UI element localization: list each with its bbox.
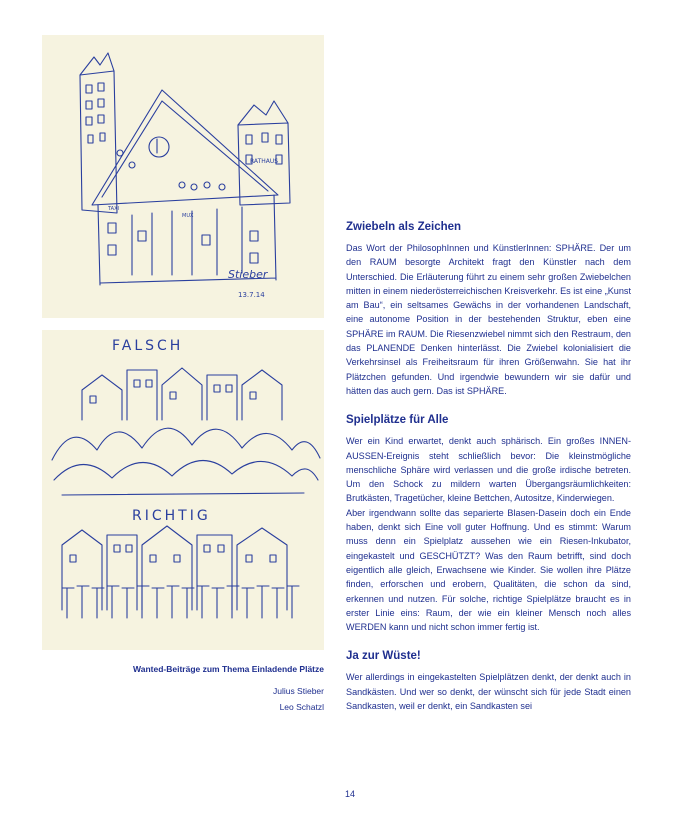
sketch-signature: Stieber	[228, 268, 268, 281]
figure-caption-title: Wanted-Beiträge zum Thema Einladende Plätze	[133, 664, 324, 674]
sketch-date: 13.7.14	[238, 291, 265, 299]
town-hall-sketch-svg	[42, 35, 324, 318]
sketch-label-falsch: FALSCH	[112, 338, 184, 354]
figure-caption-author-2: Leo Schatzl	[279, 702, 324, 712]
sketch-falsch-richtig-drawing	[42, 330, 324, 650]
section-paragraph: Wer allerdings in eingekastelten Spielplätzen denkt, der denkt auch in Sandkästen. Und wer so denkt, der wünscht sich für jede Stadt einen Sandkasten, weil er denkt, ein Sandkasten sei	[346, 672, 631, 712]
sketch-label-richtig: RICHTIG	[132, 508, 211, 524]
falsch-richtig-sketch-svg	[42, 330, 324, 650]
section-heading-spielplaetze: Spielplätze für Alle	[346, 414, 449, 427]
sketch-label-mux: MUX	[182, 213, 194, 219]
section-paragraph: Das Wort der PhilosophInnen und KünstlerInnen: SPHÄRE. Der um den RAUM besorgte Architekt fragt den Künstler nach dem Unterschied. Die Erläuterung führt zu einem sehr großen Zwiebelchen mitten in einem niederösterreichischen Kreisverkehr. Es ist eine „Kunst am Bau“, ein seltsames Gewächs in der vorhandenen Landschaft, eine autonome Position in der bestehenden Struktur, eben eine SPHÄRE im RAUM. Die Riesenzwiebel nimmt sich den Restraum, den das PLANENDE Denken hinterlässt. Die Zwiebel kolonialisiert die Verkehrsinsel als Freiheitsraum für ihren Größenwahn. Sie hat ihr Plätzchen gefunden. Und irgendwie bewundern wir sie dafür und hätten das auch gern. Das ist SPHÄRE.	[346, 243, 631, 396]
article-text-column	[346, 220, 631, 713]
page-number: 14	[344, 789, 355, 799]
figure-caption-author-1: Julius Stieber	[272, 686, 324, 696]
section-paragraph: Aber irgendwann sollte das separierte Blasen-Dasein doch ein Ende haben, denkt sich Eine voll guter Hoffnung. Und es stimmt: Warum muss denn ein Spielplatz aussehen wie ein Riesen-Inkubator, eingekastelt und GESCHÜTZT? Was den Raum betrifft, sind doch eigentlich alle gleich, Erwachsene wie Kinder. Sie wollen ihre Plätze finden, erforschen und erobern, Qualitäten, die schon da sind, erkennen und nutzen. Für solche, richtige Spielplätze braucht es in erster Linie eins: Raum, der wie ein kleiner Mensch noch alles WERDEN kann und nicht schon immer fertig ist.	[346, 507, 631, 633]
section-heading-zwiebeln: Zwiebeln als Zeichen	[346, 221, 462, 233]
sketch-town-hall-drawing	[42, 35, 324, 318]
sketch-label-taxi: TAXI	[108, 206, 119, 212]
section-paragraph: Wer ein Kind erwartet, denkt auch sphärisch. Ein großes INNEN-AUSSEN-Ereignis steht schließlich bevor: Die kleinstmögliche menschliche Sphäre wird verlassen und die große irdische betreten. Um den Schock zu mildern warten Übergangsräumlichkeiten: Brutkästen, Tragetücher, kleine Bettchen, Autositze, Kinderwiegen.	[346, 436, 631, 504]
sketch-label-rathaus: RATHAUS	[250, 158, 279, 165]
section-heading-wueste: Ja zur Wüste!	[346, 650, 421, 663]
